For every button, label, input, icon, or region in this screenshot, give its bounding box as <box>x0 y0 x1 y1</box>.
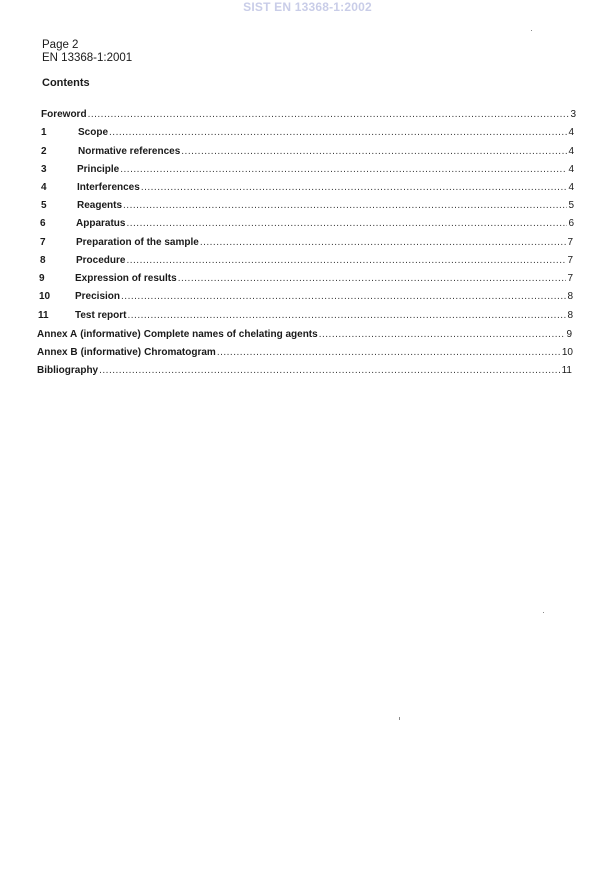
toc-leader-dots <box>123 199 567 212</box>
toc-entry-number: 3 <box>41 164 47 175</box>
toc-entry-number: 2 <box>41 146 47 157</box>
toc-entry-title: Chromatogram <box>144 347 216 358</box>
annex-label: Annex B <box>37 347 78 358</box>
toc-leader-dots <box>126 217 567 230</box>
toc-entry-page: 5 <box>568 200 574 211</box>
toc-entry-title: Scope <box>78 127 109 138</box>
toc-leader-dots <box>120 163 567 176</box>
toc-entry-number: 9 <box>39 273 45 284</box>
toc-entry-foreword[interactable] <box>41 108 576 121</box>
toc-entry-annex-b[interactable] <box>37 346 573 359</box>
toc-leader-dots <box>128 309 567 322</box>
toc-entry-page: 10 <box>561 347 573 358</box>
toc-entry-title: Normative references <box>78 146 181 157</box>
toc-entry-precision[interactable] <box>39 290 573 303</box>
toc-entry-number: 10 <box>39 291 51 302</box>
toc-entry-title: Principle <box>77 164 120 175</box>
toc-entry-page: 4 <box>568 146 574 157</box>
toc-entry-title: Test report <box>75 310 127 321</box>
toc-entry-number: 1 <box>41 127 47 138</box>
toc-entry-scope[interactable] <box>41 126 574 139</box>
toc-entry-apparatus[interactable] <box>40 217 574 230</box>
toc-entry-page: 11 <box>561 365 572 376</box>
toc-entry-reagents[interactable] <box>41 199 574 212</box>
toc-entry-page: 6 <box>568 218 574 229</box>
toc-entry-expression-of-results[interactable] <box>39 272 573 285</box>
toc-entry-number: 5 <box>41 200 47 211</box>
toc-entry-page: 4 <box>568 182 574 193</box>
toc-entry-page: 7 <box>567 273 573 284</box>
page-number: Page 2 <box>42 39 79 51</box>
toc-entry-number: 4 <box>41 182 47 193</box>
toc-leader-dots <box>88 108 570 121</box>
toc-entry-title: Apparatus <box>76 218 126 229</box>
toc-entry-page: 7 <box>567 237 573 248</box>
toc-entry-title: Reagents <box>77 200 123 211</box>
toc-entry-page: 8 <box>567 291 573 302</box>
toc-entry-title: Bibliography <box>37 365 99 376</box>
toc-entry-page: 8 <box>567 310 573 321</box>
toc-entry-number: 7 <box>40 237 46 248</box>
toc-entry-page: 4 <box>568 164 574 175</box>
toc-entry-annex-a[interactable] <box>37 328 572 341</box>
toc-entry-number: 6 <box>40 218 46 229</box>
toc-leader-dots <box>217 346 561 359</box>
toc-entry-preparation-of-sample[interactable] <box>40 236 573 249</box>
toc-leader-dots <box>178 272 567 285</box>
scan-speck <box>543 612 544 613</box>
toc-entry-bibliography[interactable] <box>37 364 572 377</box>
toc-leader-dots <box>200 236 567 249</box>
toc-entry-title: Foreword <box>41 109 87 120</box>
toc-entry-title: Preparation of the sample <box>76 237 199 248</box>
toc-leader-dots <box>121 290 566 303</box>
toc-entry-page: 3 <box>570 109 576 120</box>
toc-entry-procedure[interactable] <box>40 254 573 267</box>
toc-entry-number: 11 <box>38 310 49 321</box>
toc-entry-page: 7 <box>567 255 573 266</box>
scan-speck <box>399 717 400 720</box>
toc-entry-title: Expression of results <box>75 273 177 284</box>
scan-speck <box>531 30 532 31</box>
toc-entry-title: Interferences <box>77 182 140 193</box>
toc-entry-title: Precision <box>75 291 121 302</box>
annex-type: (informative) <box>80 329 141 340</box>
toc-leader-dots <box>181 145 567 158</box>
toc-leader-dots <box>126 254 566 267</box>
toc-entry-principle[interactable] <box>41 163 574 176</box>
toc-entry-title: Procedure <box>76 255 126 266</box>
watermark: SIST EN 13368-1:2002 <box>243 0 372 14</box>
toc-entry-interferences[interactable] <box>41 181 574 194</box>
standard-number: EN 13368-1:2001 <box>42 52 133 64</box>
toc-entry-page: 4 <box>568 127 574 138</box>
toc-leader-dots <box>319 328 566 341</box>
toc-entry-page: 9 <box>566 329 572 340</box>
toc-entry-number: 8 <box>40 255 46 266</box>
contents-heading: Contents <box>42 77 90 89</box>
annex-label: Annex A <box>37 329 78 340</box>
toc-entry-test-report[interactable] <box>38 309 573 322</box>
toc-entry-normative-references[interactable] <box>41 145 574 158</box>
toc-leader-dots <box>109 126 567 139</box>
toc-entry-title: Complete names of chelating agents <box>143 329 318 340</box>
annex-type: (informative) <box>80 347 142 358</box>
toc-leader-dots <box>141 181 568 194</box>
toc-leader-dots <box>99 364 560 377</box>
